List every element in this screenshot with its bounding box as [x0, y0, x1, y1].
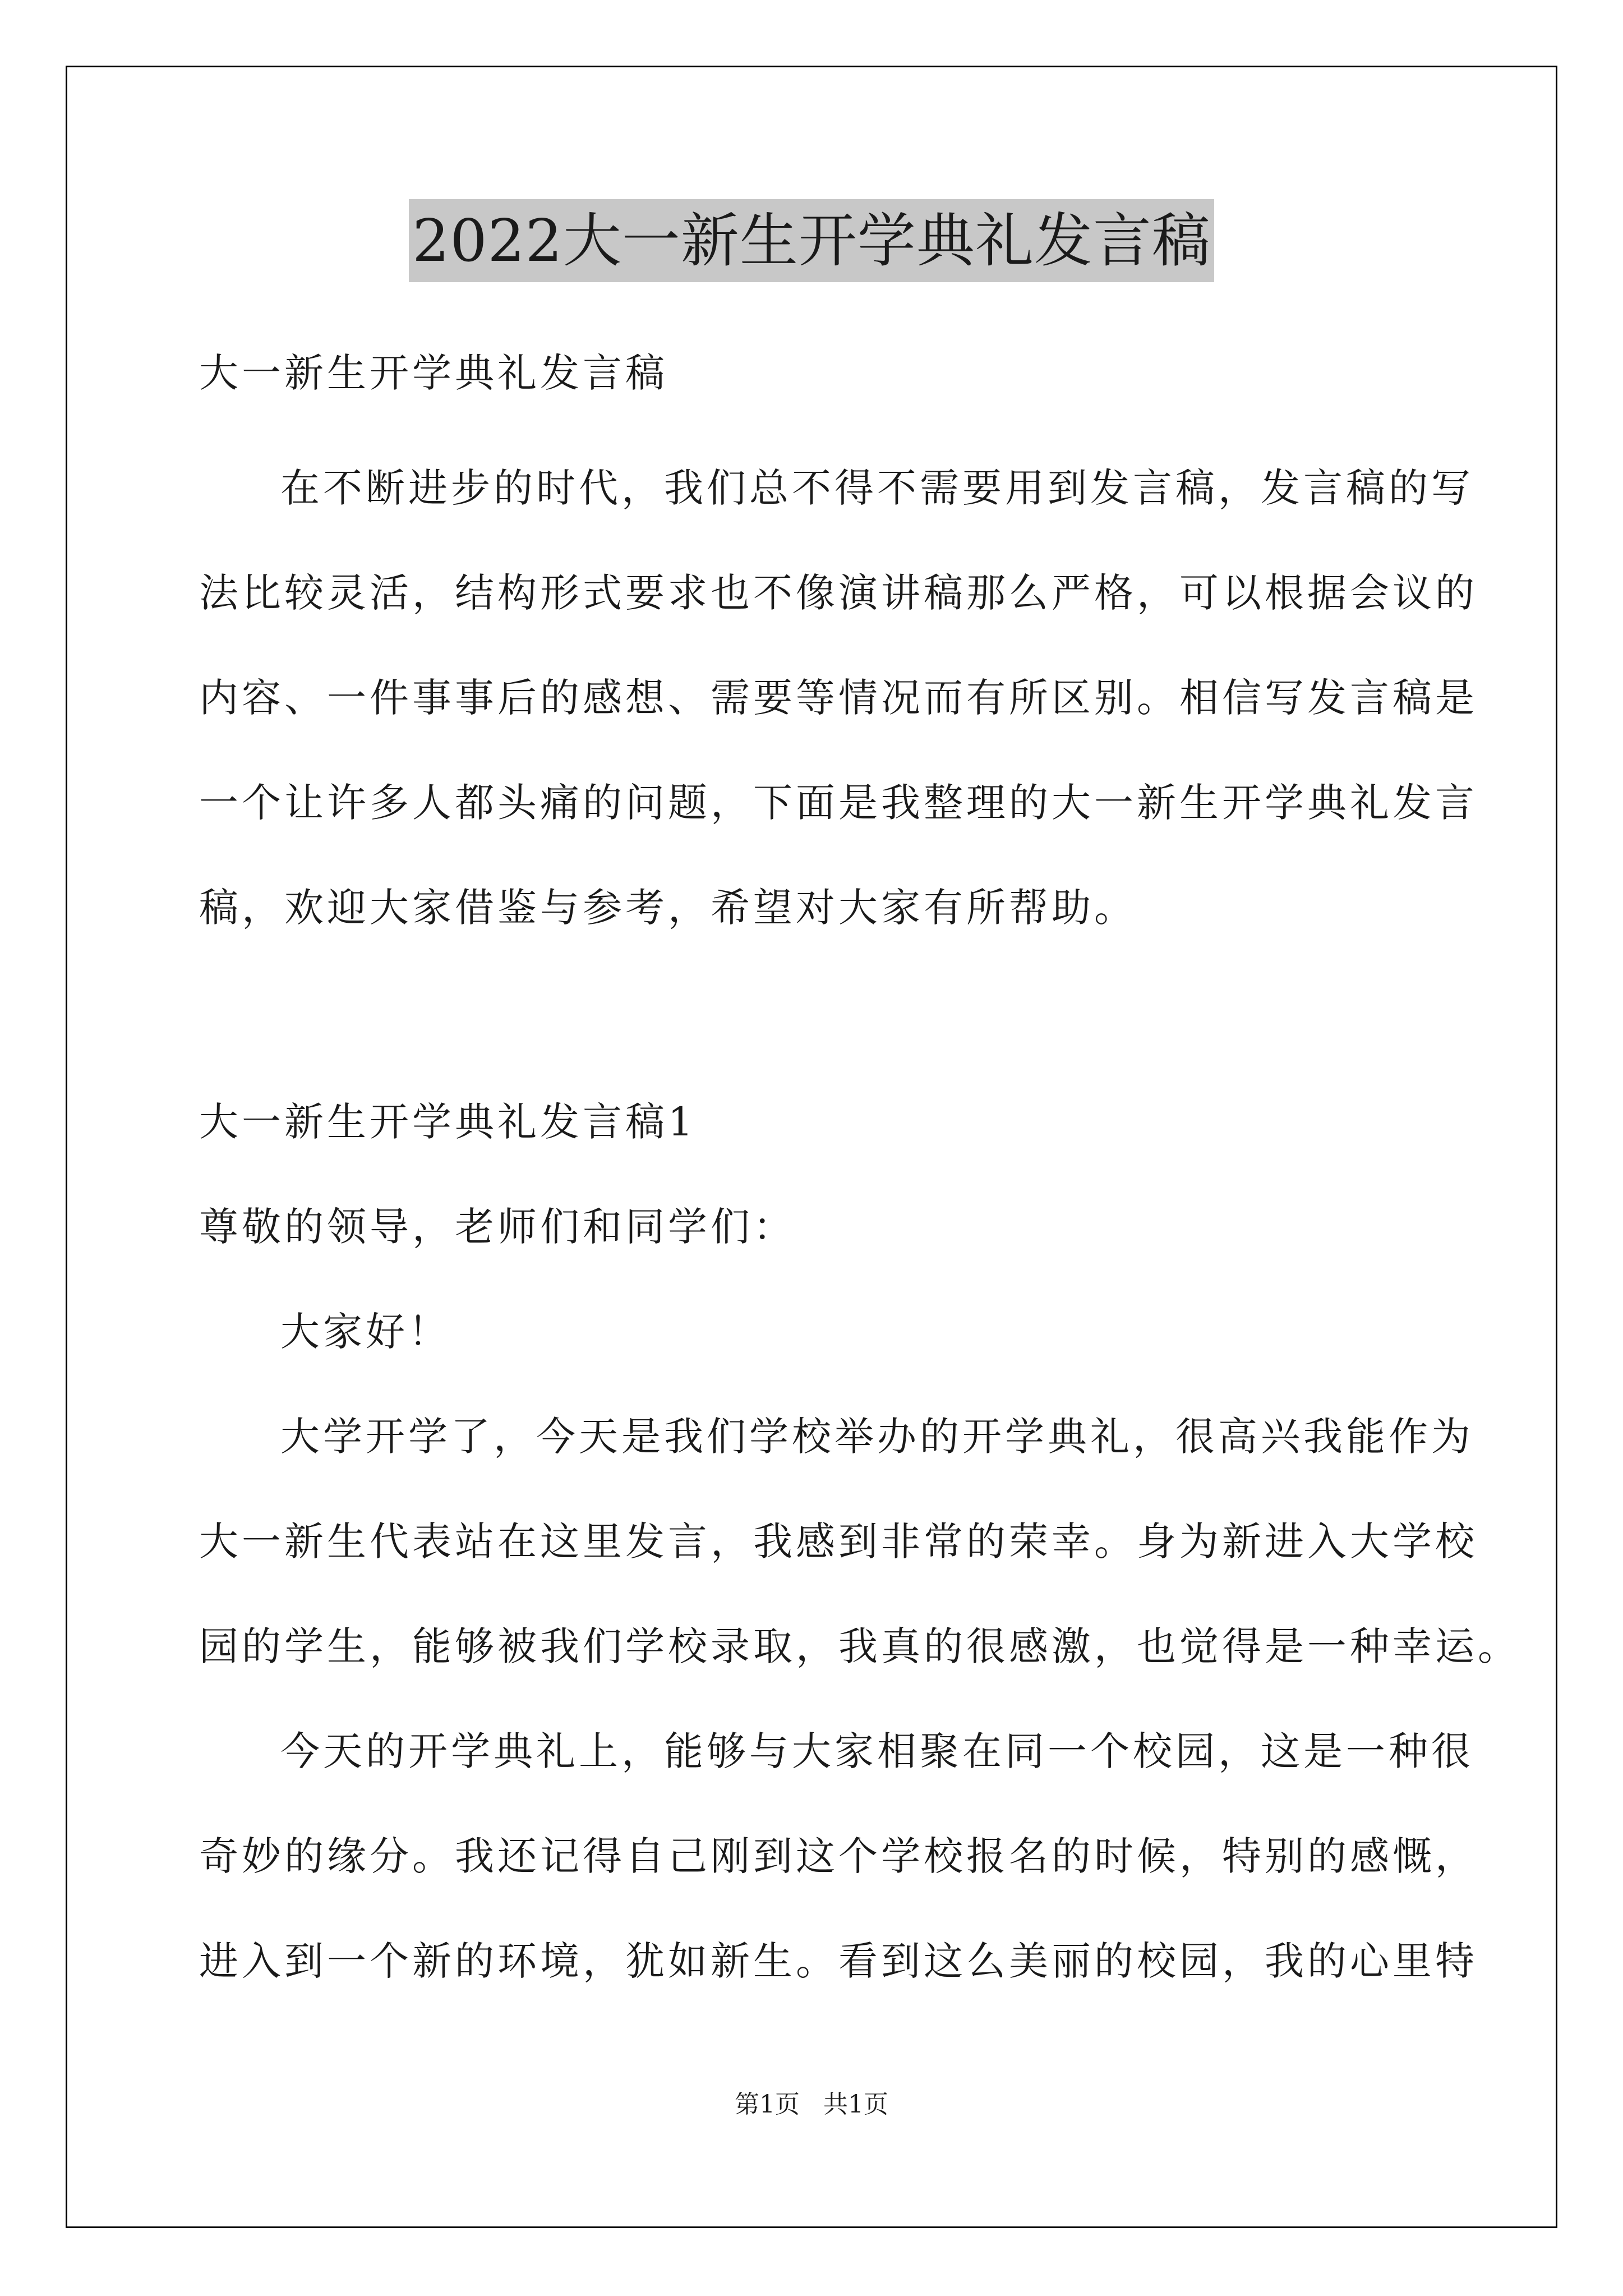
body-line-6: 进入到一个新的环境，犹如新生。看到这么美丽的校园，我的心里特 — [199, 1938, 1478, 1984]
body-line-1: 大学开学了，今天是我们学校举办的开学典礼，很高兴我能作为 — [280, 1414, 1474, 1460]
greeting-line: 大家好！ — [280, 1309, 451, 1355]
intro-line-3: 内容、一件事事后的感想、需要等情况而有所区别。相信写发言稿是 — [199, 675, 1478, 721]
body-line-5: 奇妙的缘分。我还记得自己刚到这个学校报名的时候，特别的感慨， — [199, 1833, 1478, 1879]
body-line-2: 大一新生代表站在这里发言，我感到非常的荣幸。身为新进入大学校 — [199, 1519, 1478, 1565]
document-title-text: 2022大一新生开学典礼发言稿 — [409, 199, 1214, 282]
intro-line-5: 稿，欢迎大家借鉴与参考，希望对大家有所帮助。 — [199, 885, 1137, 931]
page-number-footer: 第1页 共1页 — [735, 2090, 888, 2119]
salutation-line: 尊敬的领导，老师们和同学们： — [199, 1204, 796, 1250]
intro-line-1: 在不断进步的时代，我们总不得不需要用到发言稿，发言稿的写 — [280, 465, 1474, 511]
body-line-4: 今天的开学典礼上，能够与大家相聚在同一个校园，这是一种很 — [280, 1728, 1474, 1774]
section-heading: 大一新生开学典礼发言稿1 — [199, 1099, 697, 1145]
intro-line-4: 一个让许多人都头痛的问题，下面是我整理的大一新生开学典礼发言 — [199, 780, 1478, 826]
subtitle-line: 大一新生开学典礼发言稿 — [199, 350, 668, 396]
document-title — [0, 199, 1623, 282]
intro-line-2: 法比较灵活，结构形式要求也不像演讲稿那么严格，可以根据会议的 — [199, 570, 1478, 616]
body-line-3: 园的学生，能够被我们学校录取，我真的很感激，也觉得是一种幸运。 — [199, 1623, 1520, 1669]
